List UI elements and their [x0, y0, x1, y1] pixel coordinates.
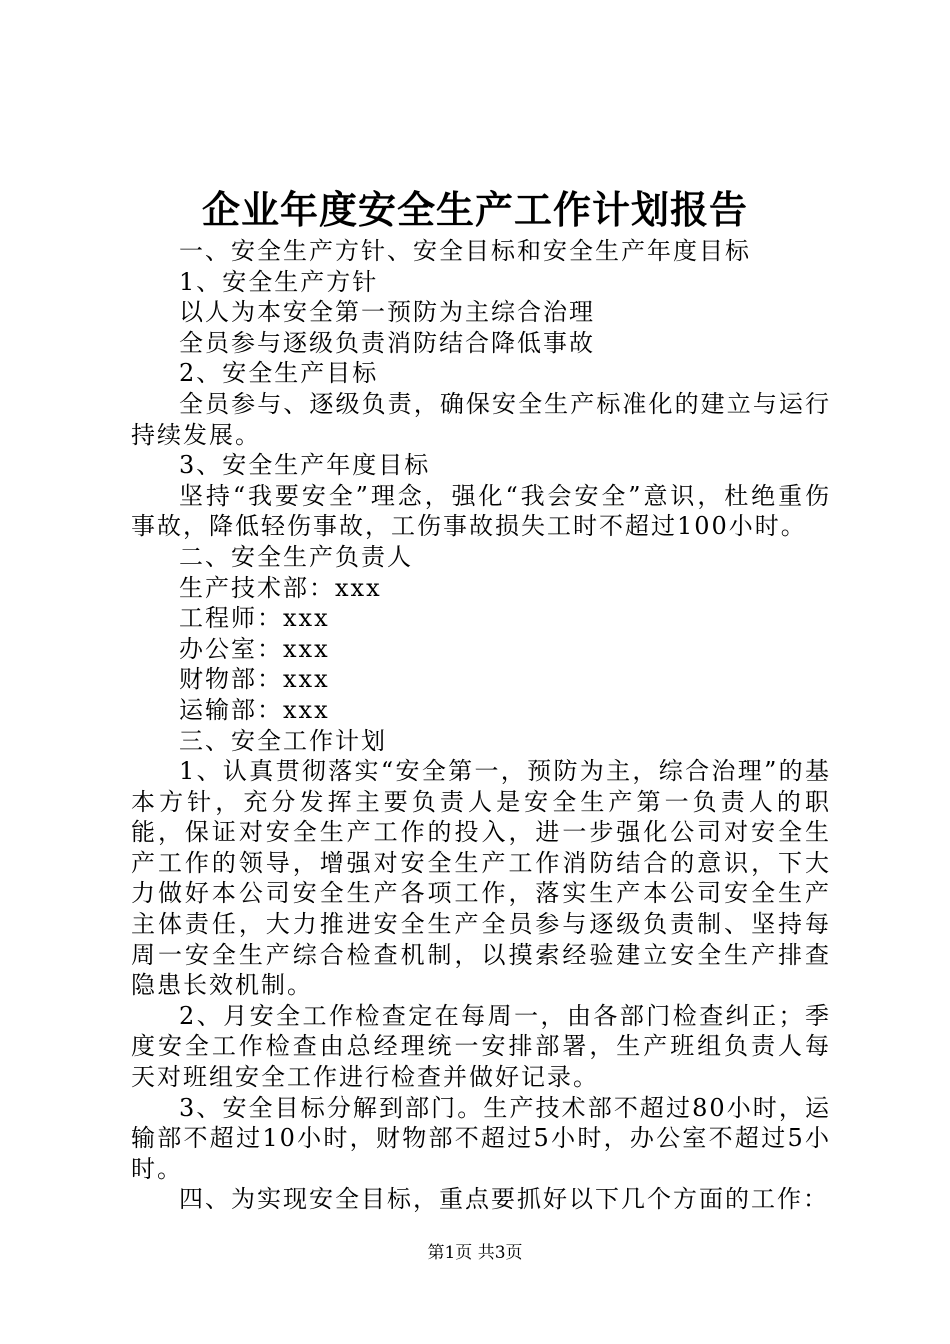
page-number-label: 第1页 共3页: [427, 1243, 523, 1263]
plan-item-3: 3、安全目标分解到部门。生产技术部不超过80小时，运输部不超过10小时，财物部不超过5小时，办公室不超过5小时。: [131, 1093, 831, 1183]
section-heading-1: 一、安全生产方针、安全目标和安全生产年度目标: [179, 237, 751, 265]
document-title: 企业年度安全生产工作计划报告: [201, 187, 748, 232]
subheading-policy: 1、安全生产方针: [179, 267, 379, 296]
plan-item-2: 2、月安全工作检查定在每周一，由各部门检查纠正；季度安全工作检查由总经理统一安排部署，生产班组负责人每天对班组安全工作进行检查并做好记录。: [131, 1001, 831, 1092]
page-footer: [0, 1242, 950, 1264]
document-body: [131, 236, 831, 1215]
responsible-office: 办公室：xxx: [179, 634, 330, 663]
responsible-finance: 财物部：xxx: [179, 665, 330, 694]
responsible-engineer: 工程师：xxx: [179, 604, 330, 633]
section-heading-2: 二、安全生产负责人: [179, 542, 413, 571]
goal-paragraph: 全员参与、逐级负责，确保安全生产标准化的建立与运行持续发展。: [131, 389, 831, 449]
policy-line-1: 以人为本安全第一预防为主综合治理: [179, 298, 595, 327]
section-heading-4: 四、为实现安全目标，重点要抓好以下几个方面的工作：: [179, 1185, 829, 1214]
responsible-transport: 运输部：xxx: [179, 695, 330, 724]
policy-line-2: 全员参与逐级负责消防结合降低事故: [179, 328, 595, 357]
plan-item-1: 1、认真贯彻落实“安全第一，预防为主，综合治理”的基本方针，充分发挥主要负责人是安全生产第一负责人的职能，保证对安全生产工作的投入，进一步强化公司对安全生产工作的领导，增强对安全生产工作消防结合的意识，下大力做好本公司安全生产各项工作，落实生产本公司安全生产主体责任，大力推进安全生产全员参与逐级负责制、坚持每周一安全生产综合检查机制，以摸索经验建立安全生产排查隐患长效机制。: [131, 757, 831, 1000]
responsible-production-tech: 生产技术部：xxx: [179, 573, 382, 602]
subheading-goal: 2、安全生产目标: [179, 359, 379, 388]
annual-goal-paragraph: 坚持“我要安全”理念，强化“我会安全”意识，杜绝重伤事故，降低轻伤事故，工伤事故损失工时不超过100小时。: [131, 481, 831, 541]
section-heading-3: 三、安全工作计划: [179, 726, 387, 755]
subheading-annual-goal: 3、安全生产年度目标: [179, 451, 431, 480]
